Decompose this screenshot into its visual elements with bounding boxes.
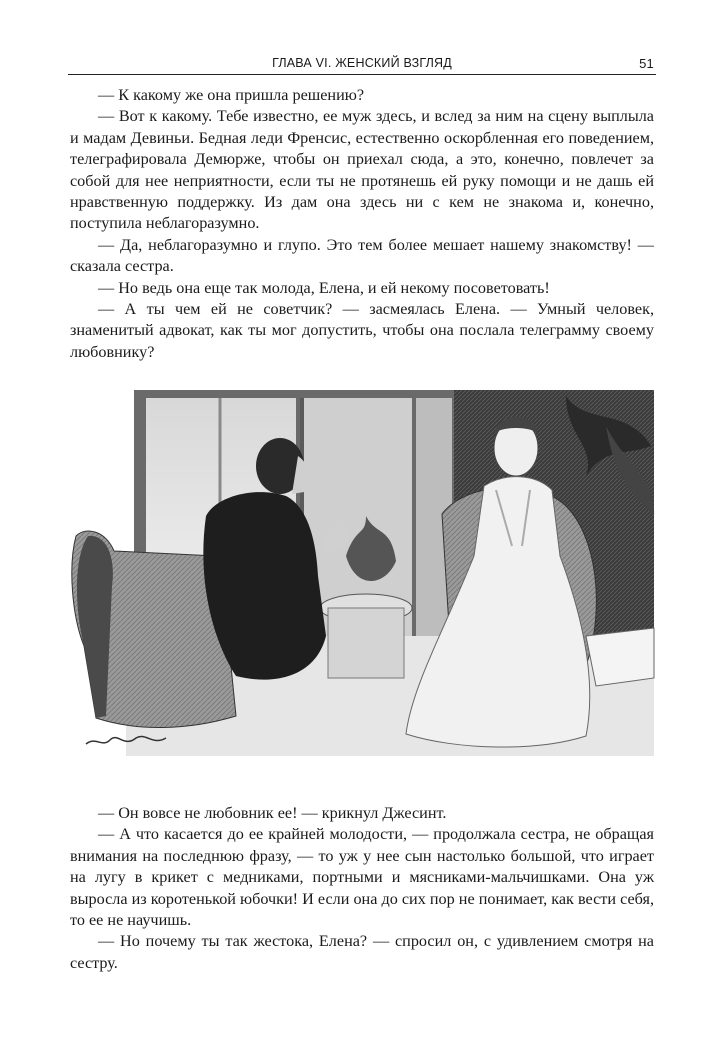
paragraph: — Но почему ты так жестока, Елена? — спросил он, с удивлением смотря на сестру. (70, 932, 654, 972)
paragraph: — К какому же она пришла решению? (98, 86, 365, 104)
text-block-top (70, 85, 654, 363)
text-block-bottom (70, 803, 654, 974)
paragraph: — А ты чем ей не советчик? — засмеялась Елена. — Умный человек, знаменитый адвокат, как ты мог допустить, чтобы она послала телеграмму своему любовнику? (70, 300, 654, 361)
page-number: 51 (639, 56, 654, 71)
paragraph: — Да, неблагоразумно и глупо. Это тем более мешает нашему знакомству! — сказала сестра. (70, 235, 654, 276)
illustration (66, 386, 658, 776)
paragraph: — Он вовсе не любовник ее! — крикнул Джесинт. (98, 804, 447, 822)
running-header (68, 54, 656, 75)
paragraph: — Но ведь она еще так молода, Елена, и ей некому посоветовать! (98, 278, 550, 297)
paragraph: — Вот к какому. Тебе известно, ее муж здесь, и вслед за ним на сцену выплыла и мадам Девиньи. Бедная леди Френсис, естественно оскорбленная его поведением, телеграфировала Демюрже, чтобы он приехал сюда, а это, конечно, повлечет за собой для нее неприятности, если ты не протянешь ей руку помощи и не дашь ей нравственную поддержку. Из дам она здесь ни с кем не знакома и, конечно, поступила неблагоразумно. (70, 107, 654, 233)
chapter-title: ГЛАВА VI. ЖЕНСКИЙ ВЗГЛЯД (272, 56, 452, 70)
paragraph: — А что касается до ее крайней молодости, — продолжала сестра, не обращая внимания на последнюю фразу, — то уж у нее сын настолько большой, что играет на лугу в крикет с медниками, портными и мясниками-мальчишками. Она уж выросла из коротенькой юбочки! И если она до сих пор не понимает, как вести себя, то ее не научишь. (70, 825, 654, 930)
papers (586, 628, 654, 686)
